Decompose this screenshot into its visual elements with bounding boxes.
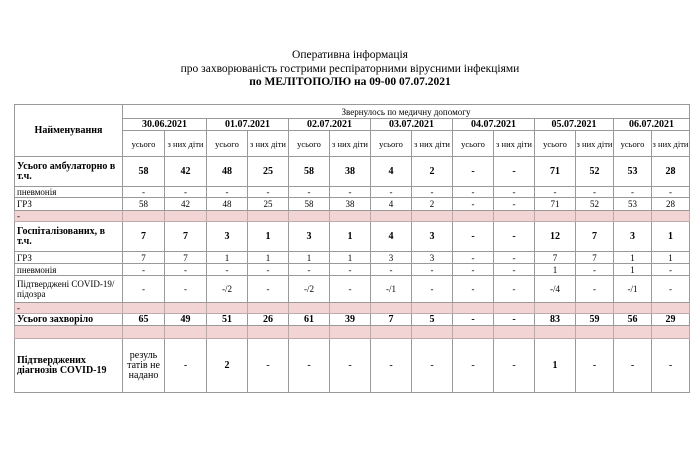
value-cell: 7 [165, 252, 207, 264]
value-cell: 2 [412, 198, 453, 211]
value-cell: 3 [412, 252, 453, 264]
row-label: Підтверджені COVID-19/підозра [15, 276, 123, 303]
value-cell: 1 [535, 339, 576, 393]
value-cell: 25 [248, 157, 289, 187]
subheader-children: з них діти [412, 131, 453, 157]
row-label: пневмонія [15, 264, 123, 276]
value-cell: 7 [123, 252, 165, 264]
value-cell: - [494, 314, 535, 326]
covid-row [15, 339, 690, 393]
separator-cell [412, 303, 453, 314]
subheader-children: з них діти [652, 131, 690, 157]
table-row [15, 222, 690, 252]
subheader-total: усього [371, 131, 412, 157]
value-cell: - [123, 187, 165, 198]
separator-cell [535, 326, 576, 339]
separator-cell [165, 211, 207, 222]
separator-cell [535, 211, 576, 222]
value-cell: - [494, 339, 535, 393]
value-cell: -/1 [371, 276, 412, 303]
row-label: ГРЗ [15, 198, 123, 211]
value-cell: 71 [535, 157, 576, 187]
value-cell: 61 [289, 314, 330, 326]
value-cell: 1 [652, 252, 690, 264]
row-label: Усього захворіло [15, 314, 123, 326]
value-cell: - [494, 187, 535, 198]
separator-cell [535, 303, 576, 314]
date-header: 01.07.2021 [207, 119, 289, 131]
value-cell: - [614, 187, 652, 198]
value-cell: 1 [614, 252, 652, 264]
value-cell: 3 [614, 222, 652, 252]
heading-line-3: по МЕЛІТОПОЛЮ на 09-00 07.07.2021 [249, 76, 451, 88]
value-cell: - [165, 187, 207, 198]
value-cell: 39 [330, 314, 371, 326]
value-cell: 1 [248, 252, 289, 264]
value-cell: 7 [165, 222, 207, 252]
separator-cell [494, 303, 535, 314]
value-cell: -/2 [207, 276, 248, 303]
row-label: ГРЗ [15, 252, 123, 264]
value-cell: - [412, 264, 453, 276]
subheader-total: усього [453, 131, 494, 157]
value-cell: 1 [248, 222, 289, 252]
value-cell: 4 [371, 157, 412, 187]
value-cell: 4 [371, 198, 412, 211]
value-cell: - [453, 157, 494, 187]
value-cell: 29 [652, 314, 690, 326]
separator-cell [371, 211, 412, 222]
value-cell: - [207, 187, 248, 198]
value-cell: - [494, 264, 535, 276]
separator-cell [576, 211, 614, 222]
value-cell: 28 [652, 157, 690, 187]
separator-cell [412, 326, 453, 339]
value-cell: 12 [535, 222, 576, 252]
value-cell: 38 [330, 157, 371, 187]
value-cell: - [165, 264, 207, 276]
value-cell: 5 [412, 314, 453, 326]
value-cell: 83 [535, 314, 576, 326]
value-cell: - [289, 264, 330, 276]
row-label: Госпіталізованих, в т.ч. [15, 222, 123, 252]
heading-line-1: Оперативна інформація [292, 49, 408, 61]
value-cell: - [453, 264, 494, 276]
separator-cell [371, 303, 412, 314]
value-cell: - [289, 339, 330, 393]
separator-cell [371, 326, 412, 339]
value-cell: 59 [576, 314, 614, 326]
value-cell: 3 [412, 222, 453, 252]
value-cell: - [248, 187, 289, 198]
separator-cell [614, 326, 652, 339]
separator-cell [165, 326, 207, 339]
value-cell: 38 [330, 198, 371, 211]
value-cell: 7 [535, 252, 576, 264]
separator-cell [248, 326, 289, 339]
value-cell: - [289, 187, 330, 198]
separator-cell [614, 211, 652, 222]
value-cell: 7 [123, 222, 165, 252]
value-cell: 56 [614, 314, 652, 326]
value-cell: 7 [371, 314, 412, 326]
group-header: Звернулось по медичну допомогу [123, 105, 690, 119]
subheader-total: усього [614, 131, 652, 157]
separator-cell [248, 211, 289, 222]
value-cell: - [248, 339, 289, 393]
value-cell: - [576, 339, 614, 393]
separator-cell [652, 211, 690, 222]
value-cell: 51 [207, 314, 248, 326]
value-cell: - [453, 314, 494, 326]
value-cell: 1 [652, 222, 690, 252]
value-cell: - [494, 276, 535, 303]
value-cell: 1 [535, 264, 576, 276]
report-heading [0, 49, 700, 90]
separator-cell [123, 303, 165, 314]
row-label: пневмонія [15, 187, 123, 198]
value-cell: 1 [614, 264, 652, 276]
value-cell: 25 [248, 198, 289, 211]
value-cell: -/4 [535, 276, 576, 303]
table-row [15, 198, 690, 211]
separator-cell [576, 326, 614, 339]
value-cell: - [652, 276, 690, 303]
table-row [15, 157, 690, 187]
value-cell: 52 [576, 198, 614, 211]
value-cell: - [652, 187, 690, 198]
value-cell: - [330, 276, 371, 303]
value-cell: 3 [289, 222, 330, 252]
separator-cell [330, 303, 371, 314]
separator-label [15, 326, 123, 339]
value-cell: - [453, 252, 494, 264]
separator-cell [289, 303, 330, 314]
separator-cell [494, 326, 535, 339]
value-cell: - [248, 276, 289, 303]
value-cell: - [453, 187, 494, 198]
value-cell: 7 [576, 252, 614, 264]
value-cell: - [371, 339, 412, 393]
table-row [15, 314, 690, 326]
separator-cell [289, 326, 330, 339]
value-cell: 58 [289, 157, 330, 187]
separator-row [15, 326, 690, 339]
value-cell: - [453, 339, 494, 393]
value-cell: - [576, 187, 614, 198]
value-cell: - [652, 339, 690, 393]
value-cell: - [576, 264, 614, 276]
subheader-total: усього [207, 131, 248, 157]
separator-cell [123, 326, 165, 339]
subheader-total: усього [123, 131, 165, 157]
value-cell: - [412, 187, 453, 198]
value-cell: 48 [207, 157, 248, 187]
value-cell: 3 [371, 252, 412, 264]
value-cell: - [535, 187, 576, 198]
separator-cell [614, 303, 652, 314]
value-cell: - [165, 339, 207, 393]
value-cell: - [207, 264, 248, 276]
value-cell: - [330, 264, 371, 276]
date-header: 02.07.2021 [289, 119, 371, 131]
separator-row [15, 211, 690, 222]
covid-row-label: Підтверджених діагнозів COVID-19 [15, 339, 123, 393]
table-row [15, 252, 690, 264]
value-cell: 4 [371, 222, 412, 252]
date-header: 30.06.2021 [123, 119, 207, 131]
value-cell: 52 [576, 157, 614, 187]
date-header: 03.07.2021 [371, 119, 453, 131]
separator-cell [289, 211, 330, 222]
value-cell: - [453, 198, 494, 211]
separator-cell [652, 303, 690, 314]
date-header: 04.07.2021 [453, 119, 535, 131]
value-cell: 49 [165, 314, 207, 326]
value-cell: 58 [123, 198, 165, 211]
value-cell: 71 [535, 198, 576, 211]
value-cell: 53 [614, 157, 652, 187]
value-cell: 28 [652, 198, 690, 211]
value-cell: 3 [207, 222, 248, 252]
subheader-children: з них діти [494, 131, 535, 157]
value-cell: - [494, 252, 535, 264]
separator-cell [207, 303, 248, 314]
heading-line-2: про захворюваність гострими респіраторними вірусними інфекціями [180, 62, 520, 75]
separator-cell [576, 303, 614, 314]
value-cell: - [453, 222, 494, 252]
date-header: 06.07.2021 [614, 119, 690, 131]
value-cell: - [165, 276, 207, 303]
value-cell: - [330, 339, 371, 393]
value-cell: - [248, 264, 289, 276]
separator-cell [412, 211, 453, 222]
separator-cell [330, 326, 371, 339]
separator-cell [165, 303, 207, 314]
separator-cell [207, 211, 248, 222]
value-cell: - [453, 276, 494, 303]
value-cell: 65 [123, 314, 165, 326]
value-cell: - [494, 198, 535, 211]
table-row [15, 264, 690, 276]
value-cell: - [123, 264, 165, 276]
value-cell: 53 [614, 198, 652, 211]
subheader-children: з них діти [330, 131, 371, 157]
covid-first-value: резуль татів не надано [123, 339, 165, 393]
separator-cell [123, 211, 165, 222]
value-cell: 58 [123, 157, 165, 187]
value-cell: - [371, 264, 412, 276]
name-column-header: Найменування [15, 105, 123, 157]
separator-label: - [15, 303, 123, 314]
value-cell: - [123, 276, 165, 303]
separator-cell [453, 326, 494, 339]
value-cell: 2 [207, 339, 248, 393]
value-cell: 42 [165, 198, 207, 211]
value-cell: - [494, 157, 535, 187]
subheader-total: усього [535, 131, 576, 157]
separator-cell [330, 211, 371, 222]
value-cell: - [614, 339, 652, 393]
subheader-children: з них діти [248, 131, 289, 157]
separator-cell [494, 211, 535, 222]
value-cell: - [652, 264, 690, 276]
row-label: Усього амбулаторно в т.ч. [15, 157, 123, 187]
value-cell: - [494, 222, 535, 252]
value-cell: 1 [207, 252, 248, 264]
subheader-children: з них діти [576, 131, 614, 157]
subheader-children: з них діти [165, 131, 207, 157]
value-cell: - [371, 187, 412, 198]
value-cell: 7 [576, 222, 614, 252]
separator-cell [248, 303, 289, 314]
value-cell: 42 [165, 157, 207, 187]
value-cell: 1 [330, 252, 371, 264]
value-cell: 58 [289, 198, 330, 211]
table-row [15, 187, 690, 198]
separator-row [15, 303, 690, 314]
subheader-total: усього [289, 131, 330, 157]
value-cell: 1 [330, 222, 371, 252]
separator-cell [453, 211, 494, 222]
separator-cell [207, 326, 248, 339]
value-cell: 48 [207, 198, 248, 211]
value-cell: -/2 [289, 276, 330, 303]
table-row [15, 276, 690, 303]
ari-statistics-table [14, 104, 690, 393]
value-cell: 2 [412, 157, 453, 187]
value-cell: -/1 [614, 276, 652, 303]
separator-label: - [15, 211, 123, 222]
value-cell: 1 [289, 252, 330, 264]
value-cell: - [330, 187, 371, 198]
separator-cell [453, 303, 494, 314]
value-cell: - [412, 276, 453, 303]
value-cell: - [412, 339, 453, 393]
value-cell: 26 [248, 314, 289, 326]
separator-cell [652, 326, 690, 339]
value-cell: - [576, 276, 614, 303]
date-header: 05.07.2021 [535, 119, 614, 131]
